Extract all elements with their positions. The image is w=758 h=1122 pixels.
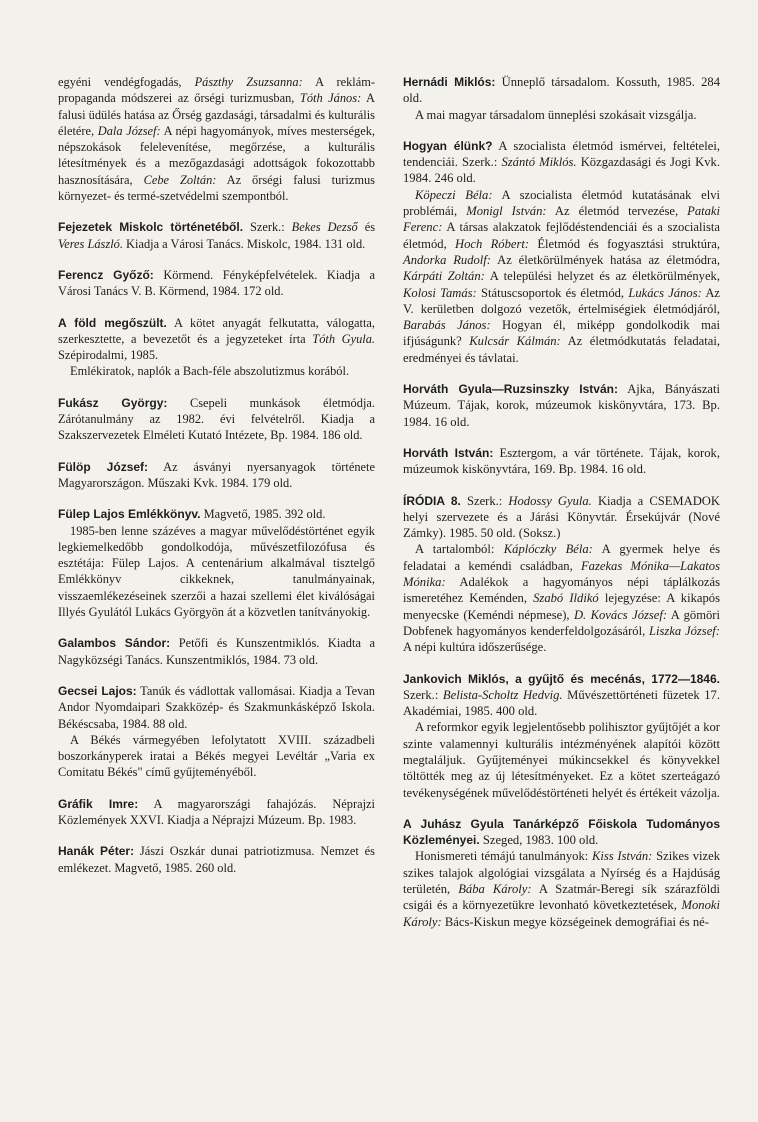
- bibliography-entry: [403, 381, 720, 430]
- body-text: Közgazdasági és Jogi Kvk. 1984. 246 old.: [403, 155, 721, 186]
- entry-heading: Hogyan élünk?: [403, 138, 493, 153]
- body-text: Szerk.:: [403, 687, 443, 702]
- body-text: A gyermek helye és feladatai a keméndi családban,: [403, 542, 720, 573]
- entry-heading: Horváth Gyula—Ruzsinszky István:: [403, 382, 618, 397]
- body-text: Csepeli munkások életmódja. Zárótanulmány az 1982. évi felvételről. Kiadja a Szakszervezetek Elméleti Kutató Intézete, Bp. 1984. 186 old.: [58, 395, 375, 443]
- italic-text: Köpeczi Béla:: [415, 187, 493, 202]
- bibliography-entry: [58, 74, 375, 204]
- entry-citation: [58, 267, 375, 300]
- entry-citation: [403, 74, 720, 107]
- body-text: Bács-Kiskun megye községeinek demográfiai és né-: [441, 914, 709, 929]
- body-text: A Szatmár-Beregi sík szárazföldi csigái és a környezetükre levonható következtetések,: [403, 882, 720, 913]
- body-text: Szerk.:: [460, 493, 509, 508]
- body-text: Szerk.:: [243, 220, 292, 235]
- body-text: 1985-ben lenne százéves a magyar művelődéstörténet egyik legkiemelkedőbb gondolkodója, művészetfilozófusa és esztétája: Fülep Lajos. A centenárium alkalmával tisztelgő Emlékkönyv cikkeknek, tanulmányainak, visszaemlékezéseinek szerzői a hazai szellemi élet kiválóságai Illyés Gyulától Lukács Györgyön át a közvetlen tanítványokig.: [58, 523, 375, 620]
- entry-citation: [58, 796, 375, 829]
- body-text: A települési helyzet és az életkörülmények,: [484, 269, 720, 284]
- bibliography-entry: [58, 267, 375, 300]
- body-text: A mai magyar társadalom ünneplési szokásait vizsgálja.: [415, 107, 697, 122]
- body-text: A szocialista életmód kutatásának elvi problémái,: [403, 187, 720, 219]
- body-text: A társas alakzatok fejlődéstendenciái és a szocialista életmód,: [403, 220, 720, 251]
- bibliography-entry: [58, 315, 375, 380]
- body-text: Jászi Oszkár dunai patriotizmusa. Nemzet és emlékezet. Magvető, 1985. 260 old.: [58, 844, 375, 875]
- entry-citation: [403, 816, 720, 849]
- entry-citation: [403, 671, 720, 720]
- entry-heading: Fukász György:: [58, 395, 168, 410]
- body-text: A reformkor egyik legjelentősebb polihisztor gyűjtőjét a kor szinte valamennyi kulturális intézményének alapítói között megtaláljuk. Gyűjteményei múkincsekkel és könyvekkel töltötték meg az új létesítményeket. Ez a kötet szerteágazó tevékenységének művelődéstörténeti helyét és értékeit vázolja.: [403, 720, 720, 800]
- entry-citation: [58, 843, 375, 876]
- italic-text: Monigl István:: [466, 204, 547, 219]
- body-text: Ünneplő társadalom. Kossuth, 1985. 284 old.: [403, 75, 720, 106]
- italic-text: Kárpáti Zoltán:: [403, 269, 485, 284]
- italic-text: Bába Károly:: [458, 882, 532, 897]
- body-text: Életmód és fogyasztási struktúra,: [529, 236, 720, 251]
- italic-text: Szántó Miklós.: [501, 155, 577, 170]
- body-text: Petőfi és Kunszentmiklós. Kiadta a Nagyközségi Tanács. Kunszentmiklós, 1984. 73 old.: [58, 636, 375, 667]
- entry-citation: [403, 138, 720, 187]
- entry-annotation: [403, 848, 720, 929]
- entry-heading: Fejezetek Miskolc történetéből.: [58, 220, 244, 235]
- italic-text: Kolosi Tamás:: [403, 285, 477, 300]
- bibliography-entry: [58, 395, 375, 444]
- italic-text: Cebe Zoltán:: [143, 172, 217, 187]
- entry-heading: Horváth István:: [403, 445, 494, 460]
- body-text: Az őrségi falusi turizmus környezet- és termé-szetvédelmi szempontból.: [58, 172, 376, 204]
- italic-text: Hoch Róbert:: [455, 236, 530, 251]
- entry-citation: [58, 506, 375, 522]
- entry-citation: [403, 493, 720, 542]
- body-text: A szocialista életmód ismérvei, feltételei, tendenciái. Szerk.:: [403, 138, 720, 170]
- left-column: [58, 74, 375, 1122]
- italic-text: Monoki Károly:: [403, 898, 720, 929]
- entry-citation: [58, 219, 375, 252]
- bibliography-entry: [403, 816, 720, 930]
- body-text: A tartalomból:: [415, 542, 504, 557]
- italic-text: Bekes Dezső: [291, 220, 358, 235]
- body-text: Kiadja a Városi Tanács. Miskolc, 1984. 131 old.: [122, 236, 366, 251]
- entry-heading: Fülöp József:: [58, 459, 149, 474]
- italic-text: Tóth János:: [299, 91, 362, 106]
- bibliography-entry: [403, 138, 720, 366]
- italic-text: Pataki Ferenc:: [403, 204, 721, 235]
- italic-text: Kiss István:: [591, 849, 653, 864]
- entry-heading: Hernádi Miklós:: [403, 75, 496, 89]
- bibliography-entry: [58, 459, 375, 492]
- italic-text: Liszka József:: [649, 623, 720, 638]
- entry-citation: [58, 395, 375, 444]
- entry-heading: Ferencz Győző:: [58, 267, 154, 282]
- entry-annotation: [403, 107, 720, 123]
- entry-annotation: [58, 523, 375, 621]
- bibliography-entry: [58, 219, 375, 252]
- entry-heading: Gráfik Imre:: [58, 796, 139, 811]
- entry-annotation: [403, 541, 720, 655]
- italic-text: Szabó Ildikó: [533, 591, 599, 606]
- italic-text: Hodossy Gyula.: [508, 493, 592, 508]
- body-text: A reklám-propaganda módszerei az őrségi turizmusban,: [58, 75, 375, 106]
- italic-text: Andorka Rudolf:: [403, 252, 491, 267]
- body-text: A Békés vármegyében lefolytatott XVIII. századbeli boszorkányperek iratai a Békés megyei Levéltár „Varia ex Comitatu Békés" című gyűjteményéből.: [58, 732, 375, 780]
- bibliography-entry: [403, 445, 720, 478]
- body-text: lejegyzése: A kikapós menyecske (Keméndi népmese),: [403, 591, 720, 622]
- italic-text: Veres László.: [58, 236, 123, 251]
- entry-heading: Jankovich Miklós, a gyűjtő és mecénás, 1772—1846.: [403, 671, 720, 686]
- body-text: Művészettörténeti füzetek 17. Akadémiai, 1985. 400 old.: [403, 687, 720, 719]
- body-text: Státuscsoportok és életmód,: [476, 285, 629, 300]
- body-text: A kötet anyagát felkutatta, válogatta, szerkesztette, a bevezetőt és a jegyzeteket írta: [58, 315, 375, 346]
- bibliography-entry: [403, 493, 720, 656]
- italic-text: Dala József:: [97, 123, 161, 138]
- body-text: Honismereti témájú tanulmányok:: [415, 849, 592, 864]
- body-text: Körmend. Fényképfelvételek. Kiadja a Városi Tanács V. B. Körmend, 1984. 172 old.: [58, 267, 375, 299]
- right-column: [403, 74, 720, 1122]
- body-text: A népi hagyományok, míves mesterségek, népszokások felelevenítése, megőrzése, a kulturális létesítmények és a mezőgazdasági adottságok fokozottabb hasznosítására,: [58, 123, 375, 187]
- entry-heading: A föld megőszült.: [58, 315, 167, 330]
- italic-text: Pászthy Zsuzsanna:: [194, 75, 303, 89]
- entry-annotation: [58, 363, 375, 379]
- entry-citation: [403, 445, 720, 478]
- body-text: A falusi üdülés hatása az Őrség gazdasági, társadalmi és kulturális életére,: [58, 91, 375, 138]
- body-text: Szeged, 1983. 100 old.: [479, 833, 599, 848]
- entry-citation: [58, 74, 375, 204]
- bibliography-entry: [403, 74, 720, 123]
- entry-citation: [403, 381, 720, 430]
- body-text: Szépirodalmi, 1985.: [58, 348, 159, 363]
- italic-text: Barabás János:: [403, 318, 491, 333]
- bibliography-entry: [58, 843, 375, 876]
- bibliography-entry: [58, 683, 375, 781]
- italic-text: Kulcsár Kálmán:: [469, 334, 561, 349]
- bibliography-entry: [58, 635, 375, 668]
- body-text: Szikes vizek szikes talajok algológiai vizsgálata a Nyírség és a Hajdúság területén,: [403, 849, 720, 897]
- entry-annotation: [403, 719, 720, 800]
- italic-text: Belista-Scholtz Hedvig.: [442, 687, 563, 702]
- body-text: Az ásványi nyersanyagok története Magyarországon. Műszaki Kvk. 1984. 179 old.: [58, 459, 375, 490]
- italic-text: Fazekas Mónika—Lakatos Mónika:: [403, 558, 721, 590]
- body-text: Hogyan él, miképp gondolkodik mai ifjúságunk?: [403, 318, 720, 349]
- body-text: és: [357, 220, 376, 235]
- body-text: Kiadja a CSEMADOK helyi szervezete és a Járási Könyvtár. Érsekújvár (Nové Zámky). 1985. 50 old. (Soksz.): [403, 493, 720, 541]
- entry-heading: Galambos Sándor:: [58, 636, 171, 651]
- body-text: Esztergom, a vár története. Tájak, korok, múzeumok kiskönyvtára, 169. Bp. 1984. 16 old.: [403, 445, 720, 477]
- italic-text: Káplóczky Béla:: [503, 542, 593, 557]
- body-text: A magyarországi fahajózás. Néprajzi Közlemények XXVI. Kiadja a Néprajzi Múzeum. Bp. 1983.: [58, 796, 376, 827]
- body-text: egyéni vendégfogadás,: [58, 75, 195, 89]
- entry-citation: [58, 459, 375, 492]
- entry-citation: [58, 683, 375, 732]
- body-text: Az életmódkutatás feladatai, eredményei és távlatai.: [403, 334, 720, 365]
- body-text: Az életmód tervezése,: [546, 204, 688, 219]
- body-text: Az életkörülmények hatása az életmódra,: [491, 252, 720, 267]
- entry-heading: ÍRÓDIA 8.: [403, 493, 461, 508]
- body-text: A gömöri Dobfenek hagyományos kenderfeldolgozásáról,: [403, 607, 720, 638]
- italic-text: Lukács János:: [628, 285, 702, 300]
- entry-heading: Gecsei Lajos:: [58, 683, 137, 698]
- entry-heading: Hanák Péter:: [58, 844, 135, 859]
- entry-citation: [58, 635, 375, 668]
- bibliography-entry: [58, 506, 375, 620]
- entry-heading: A Juhász Gyula Tanárképző Főiskola Tudományos Közleményei.: [403, 816, 720, 848]
- entry-annotation: [58, 732, 375, 781]
- body-text: Emlékiratok, naplók a Bach-féle abszolutizmus korából.: [70, 364, 350, 379]
- body-text: Adalékok a hagyományos népi táplálkozás ismeretéhez Keménden,: [403, 575, 720, 606]
- body-text: Az V. kerületben dolgozó vezetők, értelmiségiek életmódjáról,: [403, 285, 721, 316]
- body-text: Magvető, 1985. 392 old.: [200, 507, 326, 522]
- bibliography-entry: [58, 796, 375, 829]
- entry-citation: [58, 315, 375, 364]
- entry-annotation: [403, 187, 720, 366]
- body-text: Tanúk és vádlottak vallomásai. Kiadja a Tevan Andor Nyomdaipari Szakközép- és Szakmunkásképző Iskola. Békéscsaba, 1984. 88 old.: [58, 683, 375, 731]
- bibliography-entry: [403, 671, 720, 801]
- body-text: A népi kultúra időszerűsége.: [403, 640, 547, 655]
- body-text: Ajka, Bányászati Múzeum. Tájak, korok, múzeumok kiskönyvtára, 173. Bp. 1984. 16 old.: [403, 382, 720, 429]
- entry-heading: Fülep Lajos Emlékkönyv.: [58, 507, 201, 522]
- italic-text: Tóth Gyula.: [312, 331, 375, 346]
- italic-text: D. Kovács József:: [573, 607, 668, 622]
